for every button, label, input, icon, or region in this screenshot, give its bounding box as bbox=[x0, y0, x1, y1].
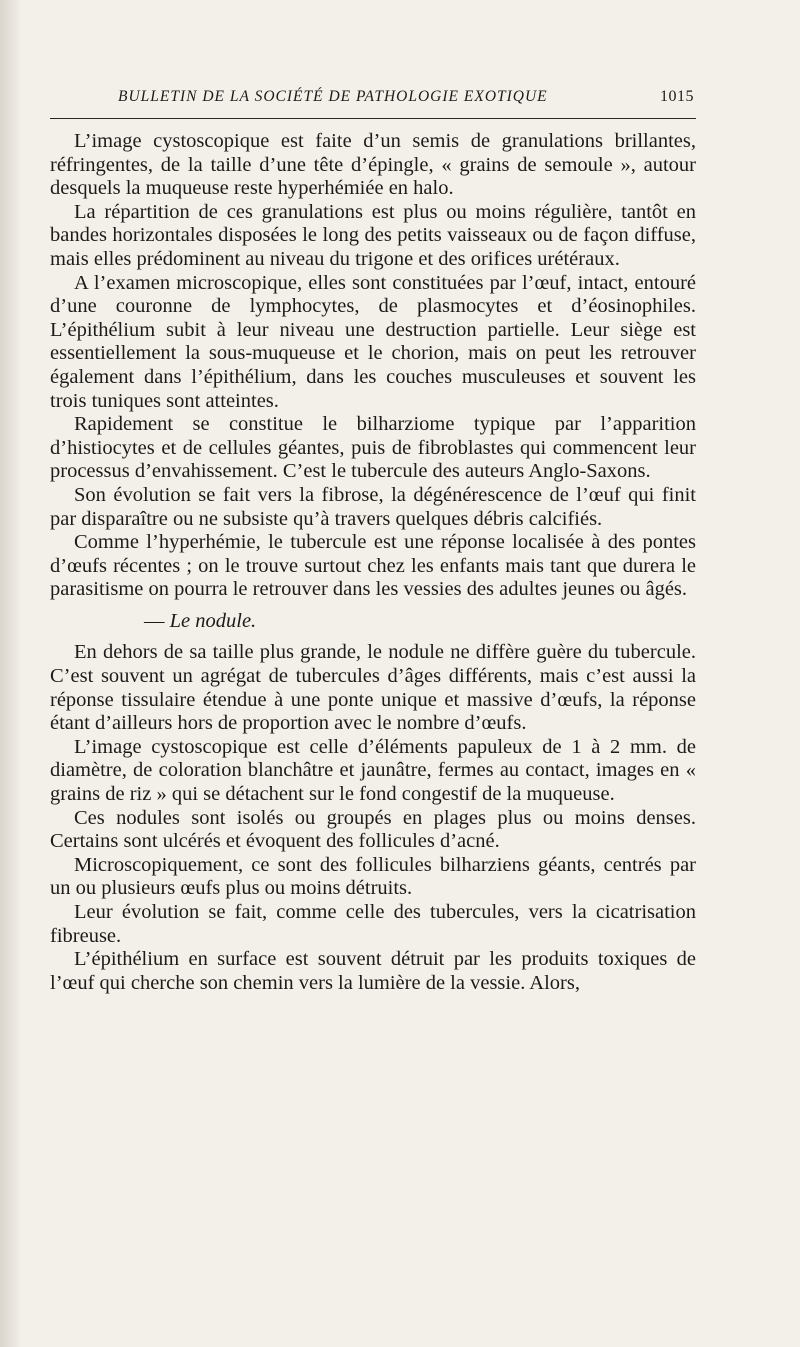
paragraph: L’image cystoscopique est faite d’un semis de granulations brillantes, réfringentes, de la taille d’une tête d’épingle, « grains de semoule », autour desquels la muqueuse reste hyperhémiée en halo. bbox=[50, 130, 696, 200]
paragraph: Rapidement se constitue le bilharziome typique par l’apparition d’histiocytes et de cellules géantes, puis de fibroblastes qui commencent leur processus d’envahissement. C’est le tubercule des auteurs Anglo-Saxons. bbox=[50, 413, 696, 483]
paragraph: Son évolution se fait vers la fibrose, la dégénérescence de l’œuf qui finit par disparaître ou ne subsiste qu’à travers quelques débris calcifiés. bbox=[50, 483, 696, 530]
paragraph: La répartition de ces granulations est plus ou moins régulière, tantôt en bandes horizontales disposées le long des petits vaisseaux ou de façon diffuse, mais elles prédominent au niveau du trigone et des orifices urétéraux. bbox=[50, 200, 696, 270]
paragraph: En dehors de sa taille plus grande, le nodule ne diffère guère du tubercule. C’est souvent un agrégat de tubercules d’âges différents, mais c’est aussi la réponse tissulaire étendue à une ponte unique et massive d’œufs, la réponse étant d’ailleurs hors de proportion avec le nombre d’œufs. bbox=[50, 641, 696, 735]
subheading-dash: — bbox=[144, 609, 170, 632]
paragraph: Ces nodules sont isolés ou groupés en plages plus ou moins denses. Certains sont ulcérés et évoquent des follicules d’acné. bbox=[50, 806, 696, 853]
paragraph: L’image cystoscopique est celle d’éléments papuleux de 1 à 2 mm. de diamètre, de coloration blanchâtre et jaunâtre, fermes au contact, images en « grains de riz » qui se détachent sur le fond congestif de la muqueuse. bbox=[50, 735, 696, 806]
paragraph: L’épithélium en surface est souvent détruit par les produits toxiques de l’œuf qui cherche son chemin vers la lumière de la vessie. Alors, bbox=[50, 948, 696, 994]
paragraph: Comme l’hyperhémie, le tubercule est une réponse localisée à des pontes d’œufs récentes ; on le trouve surtout chez les enfants mais tant que durera le parasitisme on pourra le retrouver dans les vessies des adultes jeunes ou âgés. bbox=[50, 531, 696, 601]
section-subheading bbox=[50, 610, 696, 634]
article-body bbox=[50, 130, 696, 995]
running-title: BULLETIN DE LA SOCIÉTÉ DE PATHOLOGIE EXOTIQUE bbox=[118, 88, 548, 105]
paragraph: A l’examen microscopique, elles sont constituées par l’œuf, intact, entouré d’une couronne de lymphocytes, de plasmocytes et d’éosinophiles. L’épithélium subit à leur niveau une destruction partielle. Leur siège est essentiellement la sous-muqueuse et le chorion, mais on peut les retrouver également dans l’épithélium, dans les couches musculeuses et souvent les trois tuniques sont atteintes. bbox=[50, 271, 696, 412]
header-rule bbox=[50, 118, 696, 119]
paragraph: Microscopiquement, ce sont des follicules bilharziens géants, centrés par un ou plusieurs œufs plus ou moins détruits. bbox=[50, 853, 696, 900]
subheading-text: Le nodule. bbox=[169, 609, 257, 632]
paragraph: Leur évolution se fait, comme celle des tubercules, vers la cicatrisation fibreuse. bbox=[50, 901, 696, 947]
running-header bbox=[50, 88, 698, 116]
page-gutter-shadow bbox=[0, 0, 22, 1347]
page-number: 1015 bbox=[660, 88, 694, 105]
